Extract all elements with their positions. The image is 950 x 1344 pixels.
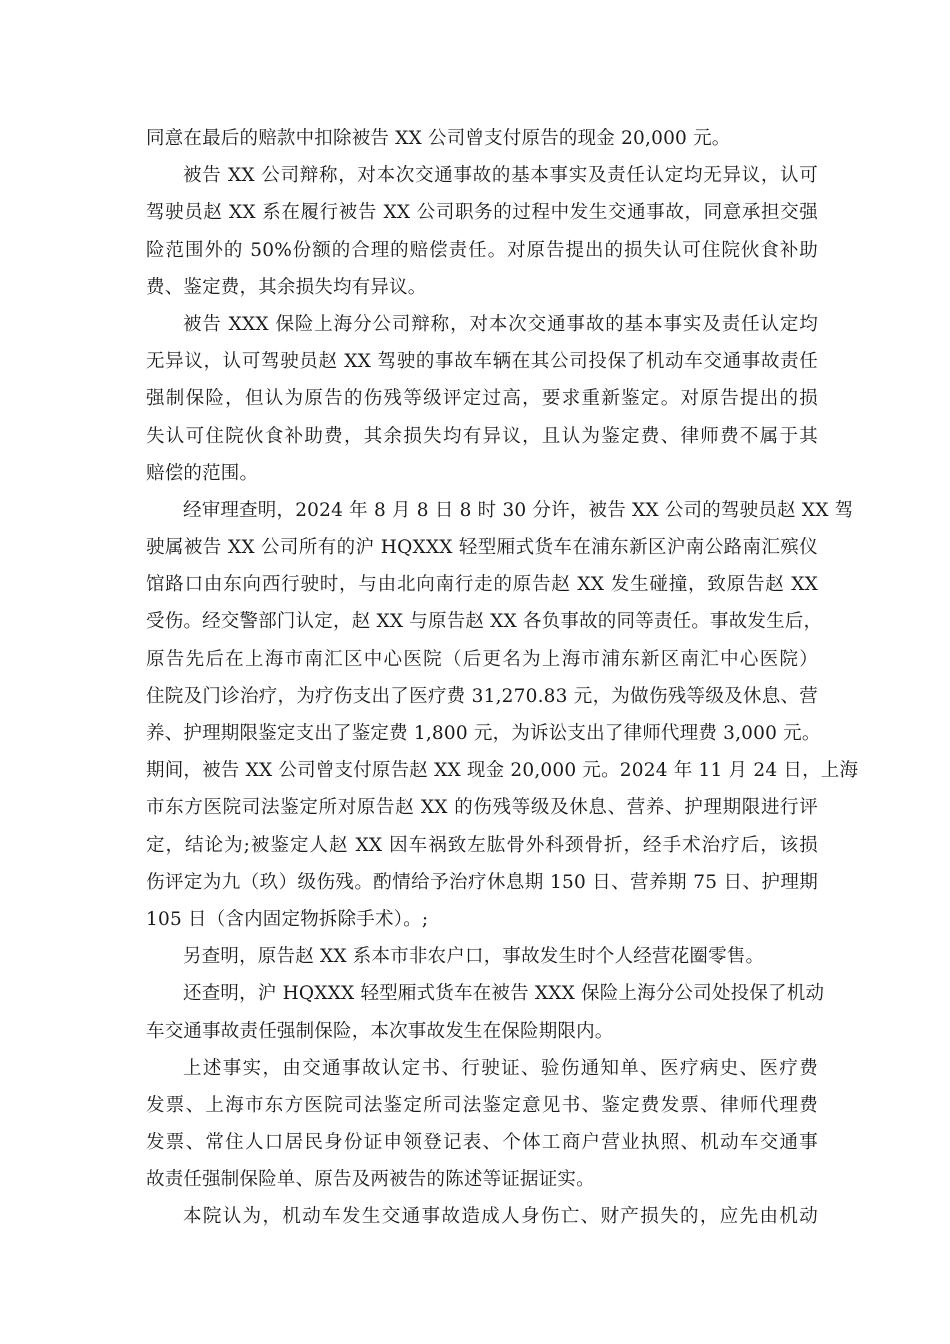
document-line: 住院及门诊治疗，为疗伤支出了医疗费 31,270.83 元，为做伤残等级及休息、营 — [146, 685, 818, 707]
document-line: 还查明，沪 HQXXX 轻型厢式货车在被告 XXX 保险上海分公司处投保了机动 — [183, 983, 825, 1005]
document-line: 被告 XXX 保险上海分公司辩称，对本次交通事故的基本事实及责任认定均 — [183, 313, 818, 335]
document-line: 发票、上海市东方医院司法鉴定所司法鉴定意见书、鉴定费发票、律师代理费 — [146, 1094, 818, 1116]
document-line: 发票、常住人口居民身份证申领登记表、个体工商户营业执照、机动车交通事 — [146, 1132, 818, 1154]
document-line: 同意在最后的赔款中扣除被告 XX 公司曾支付原告的现金 20,000 元。 — [146, 128, 731, 149]
document-line: 原告先后在上海市南汇区中心医院（后更名为上海市浦东新区南汇中心医院） — [146, 648, 818, 670]
document-line: 失认可住院伙食补助费，其余损失均有异议，且认为鉴定费、律师费不属于其 — [146, 425, 818, 447]
document-line: 105 日（含内固定物拆除手术）。; — [146, 908, 429, 930]
document-line: 无异议，认可驾驶员赵 XX 驾驶的事故车辆在其公司投保了机动车交通事故责任 — [146, 351, 818, 373]
document-line: 经审理查明，2024 年 8 月 8 日 8 时 30 分许，被告 XX 公司的驾驶员赵 XX 驾 — [183, 499, 854, 521]
document-line: 车交通事故责任强制保险，本次事故发生在保险期限内。 — [146, 1020, 614, 1042]
document-line: 赔偿的范围。 — [146, 462, 259, 484]
document-line: 本院认为，机动车发生交通事故造成人身伤亡、财产损失的，应先由机动 — [183, 1206, 818, 1228]
document-line: 市东方医院司法鉴定所对原告赵 XX 的伤残等级及休息、营养、护理期限进行评 — [146, 797, 818, 819]
document-line: 驶属被告 XX 公司所有的沪 HQXXX 轻型厢式货车在浦东新区沪南公路南汇殡仪 — [146, 537, 818, 559]
document-line: 上述事实，由交通事故认定书、行驶证、验伤通知单、医疗病史、医疗费 — [183, 1057, 818, 1079]
document-line: 故责任强制保险单、原告及两被告的陈述等证据证实。 — [146, 1169, 595, 1191]
document-line: 定，结论为;被鉴定人赵 XX 因车祸致左肱骨外科颈骨折，经手术治疗后，该损 — [146, 834, 818, 856]
document-line: 另查明，原告赵 XX 系本市非农户口，事故发生时个人经营花圈零售。 — [183, 946, 765, 968]
document-line: 驾驶员赵 XX 系在履行被告 XX 公司职务的过程中发生交通事故，同意承担交强 — [146, 202, 818, 224]
document-line: 强制保险，但认为原告的伤残等级评定过高，要求重新鉴定。对原告提出的损 — [146, 388, 818, 410]
document-line: 馆路口由东向西行驶时，与由北向南行走的原告赵 XX 发生碰撞，致原告赵 XX — [146, 574, 818, 596]
document-line: 伤评定为九（玖）级伤残。酌情给予治疗休息期 150 日、营养期 75 日、护理期 — [146, 871, 818, 893]
document-line: 费、鉴定费，其余损失均有异议。 — [146, 276, 427, 298]
document-line: 期间，被告 XX 公司曾支付原告赵 XX 现金 20,000 元。2024 年 11 月 24 日，上海 — [146, 760, 859, 782]
document-line: 受伤。经交警部门认定，赵 XX 与原告赵 XX 各负事故的同等责任。事故发生后， — [146, 611, 823, 633]
document-line: 险范围外的 50%份额的合理的赔偿责任。对原告提出的损失认可住院伙食补助 — [146, 239, 818, 261]
document-line: 被告 XX 公司辩称，对本次交通事故的基本事实及责任认定均无异议，认可 — [183, 165, 818, 187]
document-body — [146, 120, 859, 1236]
document-line: 养、护理期限鉴定支出了鉴定费 1,800 元，为诉讼支出了律师代理费 3,000 元。 — [146, 723, 821, 744]
